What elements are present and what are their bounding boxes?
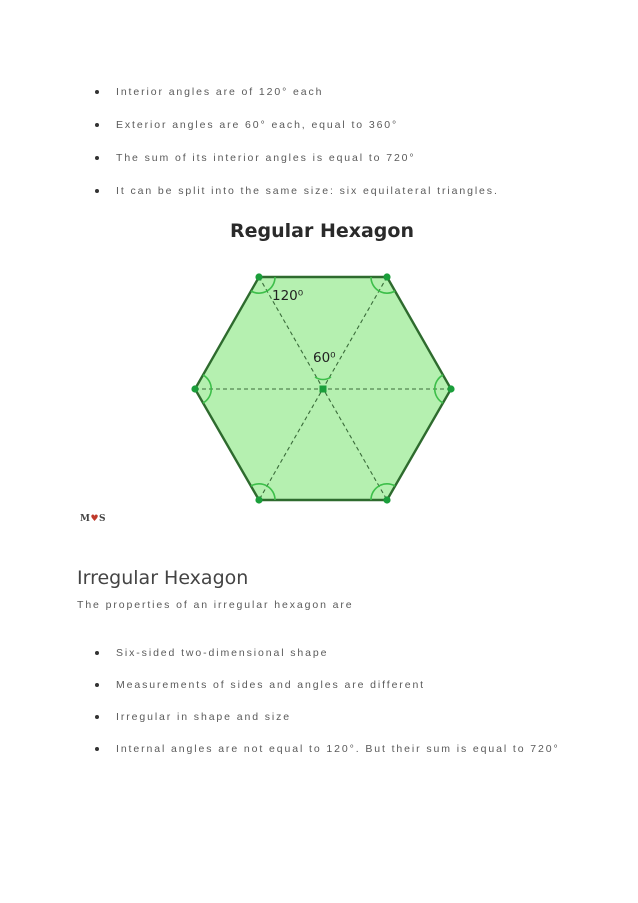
heart-icon: ♥ xyxy=(90,514,100,524)
bullet-icon xyxy=(95,715,99,719)
vertex-dot xyxy=(255,273,262,280)
bullet-icon xyxy=(95,747,99,751)
center-angle-label: 60⁰ xyxy=(313,350,336,366)
intro-text: The properties of an irregular hexagon are xyxy=(77,599,354,611)
vertex-dot xyxy=(383,496,390,503)
interior-angle-label: 120⁰ xyxy=(272,288,304,304)
center-point xyxy=(320,386,327,393)
figure-title: Regular Hexagon xyxy=(229,220,414,242)
bullet-icon xyxy=(95,683,99,687)
bullet-icon xyxy=(95,651,99,655)
section-heading: Irregular Hexagon xyxy=(77,566,249,589)
vertex-dot xyxy=(255,496,262,503)
vertex-dot xyxy=(383,273,390,280)
vertex-dot xyxy=(191,385,198,392)
site-logo: M♥S xyxy=(80,514,107,524)
vertex-dot xyxy=(447,385,454,392)
